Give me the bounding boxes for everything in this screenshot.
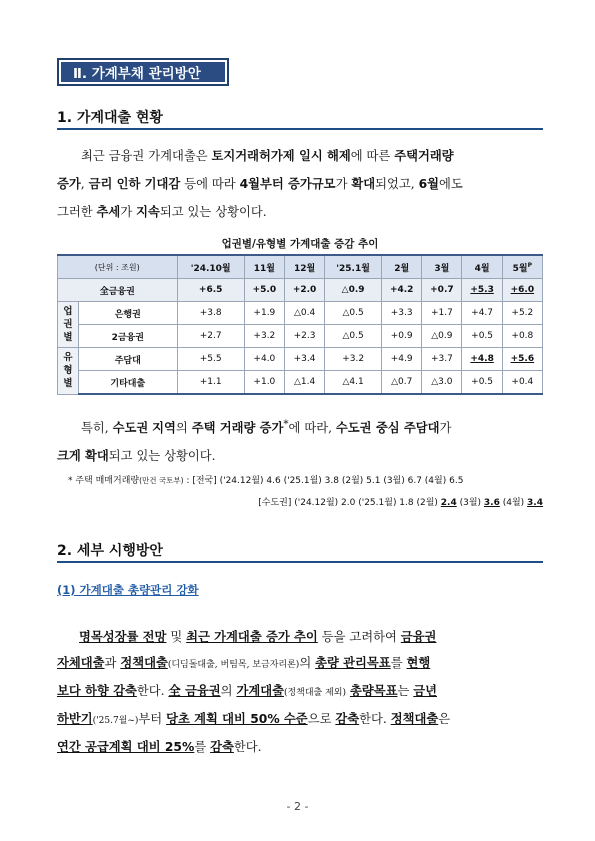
table-cell: +1.1 bbox=[177, 371, 244, 395]
footnote-housing-transactions bbox=[68, 473, 543, 508]
subheading-total-management: (1) 가계대출 총량관리 강화 bbox=[57, 583, 199, 597]
table-cell: +1.7 bbox=[422, 302, 462, 325]
header-cell: 12월 bbox=[284, 255, 324, 279]
table-cell: △0.9 bbox=[422, 325, 462, 348]
table-cell: +4.7 bbox=[462, 302, 502, 325]
table-row-total bbox=[58, 279, 543, 302]
paragraph-status bbox=[57, 142, 543, 226]
table-cell: △4.1 bbox=[325, 371, 382, 395]
paragraph-measures bbox=[57, 624, 543, 760]
table-cell: +3.3 bbox=[382, 302, 422, 325]
section-title-box bbox=[57, 58, 229, 86]
table-header-row bbox=[58, 255, 543, 279]
para3-line3: 보다 하향 감축한다. 全 금융권의 가계대출(정책대출 제외) 총량목표는 금년 bbox=[57, 684, 438, 698]
table-cell: △0.9 bbox=[325, 279, 382, 302]
para2-line2: 크게 확대되고 있는 상황이다. bbox=[57, 449, 216, 464]
row-label: 기타대출 bbox=[79, 371, 178, 395]
group-label: 유 형 별 bbox=[58, 348, 79, 395]
para3-line4: 하반기('25.7월~)부터 당초 계획 대비 50% 수준으로 감축한다. 정책대출은 bbox=[57, 712, 451, 726]
table-cell: +1.0 bbox=[244, 371, 284, 395]
table-cell: +4.2 bbox=[382, 279, 422, 302]
table-cell: +5.5 bbox=[177, 348, 244, 371]
table-cell: +3.7 bbox=[422, 348, 462, 371]
table-cell: +3.2 bbox=[244, 325, 284, 348]
section-title: Ⅱ. 가계부채 관리방안 bbox=[61, 62, 225, 82]
table-row bbox=[58, 325, 543, 348]
table-cell: +4.8 bbox=[462, 348, 502, 371]
table-cell: +2.0 bbox=[284, 279, 324, 302]
table-cell: +5.2 bbox=[502, 302, 542, 325]
table-cell: +3.4 bbox=[284, 348, 324, 371]
table-cell: +4.9 bbox=[382, 348, 422, 371]
para3-line5: 연간 공급계획 대비 25%를 감축한다. bbox=[57, 740, 262, 754]
heading-current-status: 1. 가계대출 현황 bbox=[57, 110, 163, 126]
header-cell: 4월 bbox=[462, 255, 502, 279]
table-cell: +0.5 bbox=[462, 371, 502, 395]
table-cell: +5.0 bbox=[244, 279, 284, 302]
para1-line1: 최근 금융권 가계대출은 토지거래허가제 일시 해제에 따른 주택거래량 bbox=[81, 149, 454, 163]
table-cell: △1.4 bbox=[284, 371, 324, 395]
para3-line2: 자체대출과 정책대출(디딤돌대출, 버팀목, 보금자리론)의 총량 관리목표를 현행 bbox=[57, 656, 431, 670]
table-cell: +0.4 bbox=[502, 371, 542, 395]
table-cell: +5.3 bbox=[462, 279, 502, 302]
table-cell: +3.8 bbox=[177, 302, 244, 325]
table-row bbox=[58, 302, 543, 325]
table-cell: △3.0 bbox=[422, 371, 462, 395]
heading-detailed-measures: 2. 세부 시행방안 bbox=[57, 543, 163, 559]
heading-underline bbox=[57, 128, 543, 130]
header-cell: 11월 bbox=[244, 255, 284, 279]
table-row bbox=[58, 348, 543, 371]
table-cell: +0.7 bbox=[422, 279, 462, 302]
table-cell: △0.4 bbox=[284, 302, 324, 325]
header-cell: 3월 bbox=[422, 255, 462, 279]
group-label: 업 권 별 bbox=[58, 302, 79, 348]
table-title: 업권별/유형별 가계대출 증감 추이 bbox=[221, 238, 379, 250]
table-cell: +0.8 bbox=[502, 325, 542, 348]
table-cell: +5.6 bbox=[502, 348, 542, 371]
row-label: 은행권 bbox=[79, 302, 178, 325]
table-cell: +0.5 bbox=[462, 325, 502, 348]
table-cell: +4.0 bbox=[244, 348, 284, 371]
header-cell: '25.1월 bbox=[325, 255, 382, 279]
para1-line2: 증가, 금리 인하 기대감 등에 따라 4월부터 증가규모가 확대되었고, 6월에도 bbox=[57, 177, 463, 191]
note-line2: [수도권] ('24.12월) 2.0 ('25.1월) 1.8 (2월) 2.4 (3월) 3.6 (4월) 3.4 bbox=[258, 498, 543, 508]
loan-change-table bbox=[57, 254, 543, 395]
table-cell: △0.5 bbox=[325, 325, 382, 348]
page-number: - 2 - bbox=[286, 800, 309, 813]
header-cell: '24.10월 bbox=[177, 255, 244, 279]
table-row bbox=[58, 371, 543, 395]
table-cell: +1.9 bbox=[244, 302, 284, 325]
table-cell: +6.5 bbox=[177, 279, 244, 302]
header-cell: 5월$^P$ bbox=[502, 255, 542, 279]
row-label: 주담대 bbox=[79, 348, 178, 371]
paragraph-capital-area bbox=[57, 410, 543, 470]
table-cell: △0.5 bbox=[325, 302, 382, 325]
note-line1: * 주택 매매거래량(만건 국토부) : [전국] ('24.12월) 4.6 ('25.1월) 3.8 (2월) 5.1 (3월) 6.7 (4월) 6.5 bbox=[68, 476, 464, 486]
heading-underline bbox=[57, 561, 543, 563]
para2-line1: 특히, 수도권 지역의 주택 거래량 증가*에 따라, 수도권 중심 주담대가 bbox=[81, 418, 452, 436]
table-cell: +6.0 bbox=[502, 279, 542, 302]
table-cell: △0.7 bbox=[382, 371, 422, 395]
para3-line1: 명목성장률 전망 및 최근 가계대출 증가 추이 등을 고려하여 금융권 bbox=[79, 630, 437, 644]
row-label: 2금융권 bbox=[79, 325, 178, 348]
table-cell: +3.2 bbox=[325, 348, 382, 371]
table-cell: +2.7 bbox=[177, 325, 244, 348]
header-cell: 2월 bbox=[382, 255, 422, 279]
row-label: 全금융권 bbox=[58, 279, 178, 302]
table-unit: (단위 : 조원) bbox=[58, 255, 178, 279]
para1-line3: 그러한 추세가 지속되고 있는 상황이다. bbox=[57, 205, 267, 219]
table-cell: +0.9 bbox=[382, 325, 422, 348]
table-cell: +2.3 bbox=[284, 325, 324, 348]
